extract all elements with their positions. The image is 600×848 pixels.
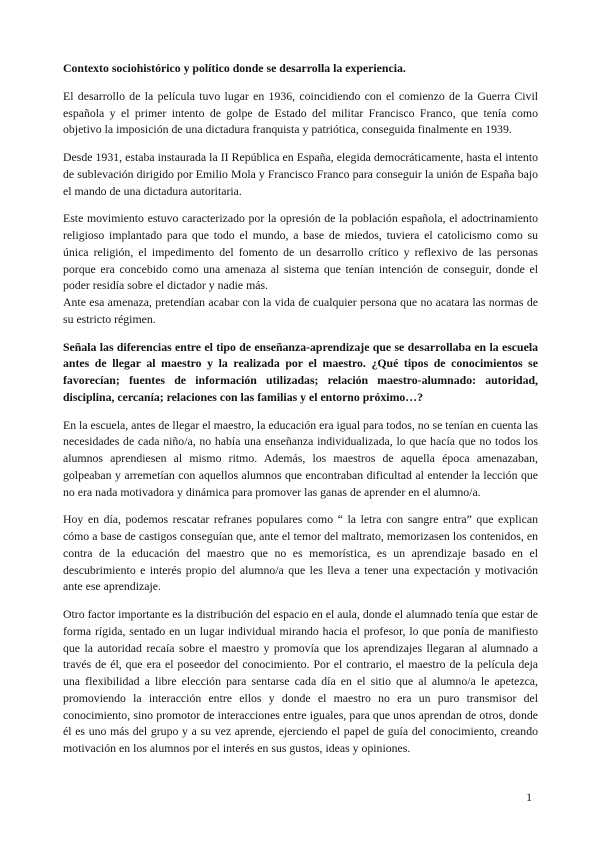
paragraph: El desarrollo de la película tuvo lugar en 1936, coincidiendo con el comienzo de la Guerra Civil española y el primer intento de golpe de Estado del militar Francisco Franco, que tenía como objetivo la imposición de una dictadura franquista y patriótica, conseguida finalmente en 1939. <box>63 88 538 137</box>
paragraph: Desde 1931, estaba instaurada la II República en España, elegida democráticamente, hasta el intento de sublevación dirigido por Emilio Mola y Francisco Franco para conseguir la unión de España bajo el mando de una dictadura autoritaria. <box>63 150 538 198</box>
page-number: 1 <box>526 790 532 805</box>
section-heading-contexto: Contexto sociohistórico y político donde se desarrolla la experiencia. <box>63 61 406 75</box>
paragraph: Ante esa amenaza, pretendían acabar con la vida de cualquier persona que no acatara las normas de su estricto régimen. <box>63 295 538 326</box>
paragraph: En la escuela, antes de llegar el maestro, la educación era igual para todos, no se tenían en cuenta las necesidades de cada niño/a, no había una enseñanza individualizada, lo que hacía que no todos los alumnos aprendiesen al mismo ritmo. Además, los maestros de aquella época amenazaban, golpeaban y arremetían con aquellos alumnos que encontraban dificultad al entender la lección que no era nada motivadora y dinámica para promover las ganas de aprender en el alumno/a. <box>63 417 538 499</box>
section-heading-diferencias: Señala las diferencias entre el tipo de enseñanza-aprendizaje que se desarrollaba en la escuela antes de llegar al maestro y la realizada por el maestro. ¿Qué tipos de conocimientos se favorecían; fuentes de información utilizadas; relación maestro-alumnado: autoridad, disciplina, cercanía; relaciones con las familias y el entorno próximo…? <box>63 339 538 404</box>
paragraph: Este movimiento estuvo caracterizado por la opresión de la población española, el adoctrinamiento religioso implantado para que todo el mundo, a base de miedos, tuviera el catolicismo como su única religión, el impedimento del fomento de un desarrollo crítico y reflexivo de las personas porque era concebido como una amenaza al sistema que tenían intención de conseguir, donde el poder residía sobre el dictador y nadie más. <box>63 211 538 293</box>
paragraph: Hoy en día, podemos rescatar refranes populares como “ la letra con sangre entra” que explican cómo a base de castigos conseguían que, ante el temor del maltrato, memorizasen los contenidos, en contra de la educación del maestro que no es memorística, es un aprendizaje basado en el descubrimiento e interés propio del alumno/a que les lleva a tener una expectación y motivación ante ese aprendizaje. <box>63 512 538 594</box>
paragraph: Otro factor importante es la distribución del espacio en el aula, donde el alumnado tenía que estar de forma rígida, sentado en un lugar individual mirando hacia el profesor, lo que ponía de manifiesto que la autoridad recaía sobre el maestro y promovía que los aprendizajes llegaran al alumnado a través de él, que era el poseedor del conocimiento. Por el contrario, el maestro de la película deja una flexibilidad a libre elección para sentarse cada día en el sitio que al alumno/a le apetezca, promoviendo la interacción entre ellos y donde el maestro no era un puro transmisor del conocimiento, sino promotor de interacciones entre iguales, para que unos aprendan de otros, donde él es uno más del grupo y a su vez aprende, ejerciendo el papel de guía del conocimiento, creando motivación en los alumnos por el interés en sus gustos, ideas y opiniones. <box>63 607 538 755</box>
